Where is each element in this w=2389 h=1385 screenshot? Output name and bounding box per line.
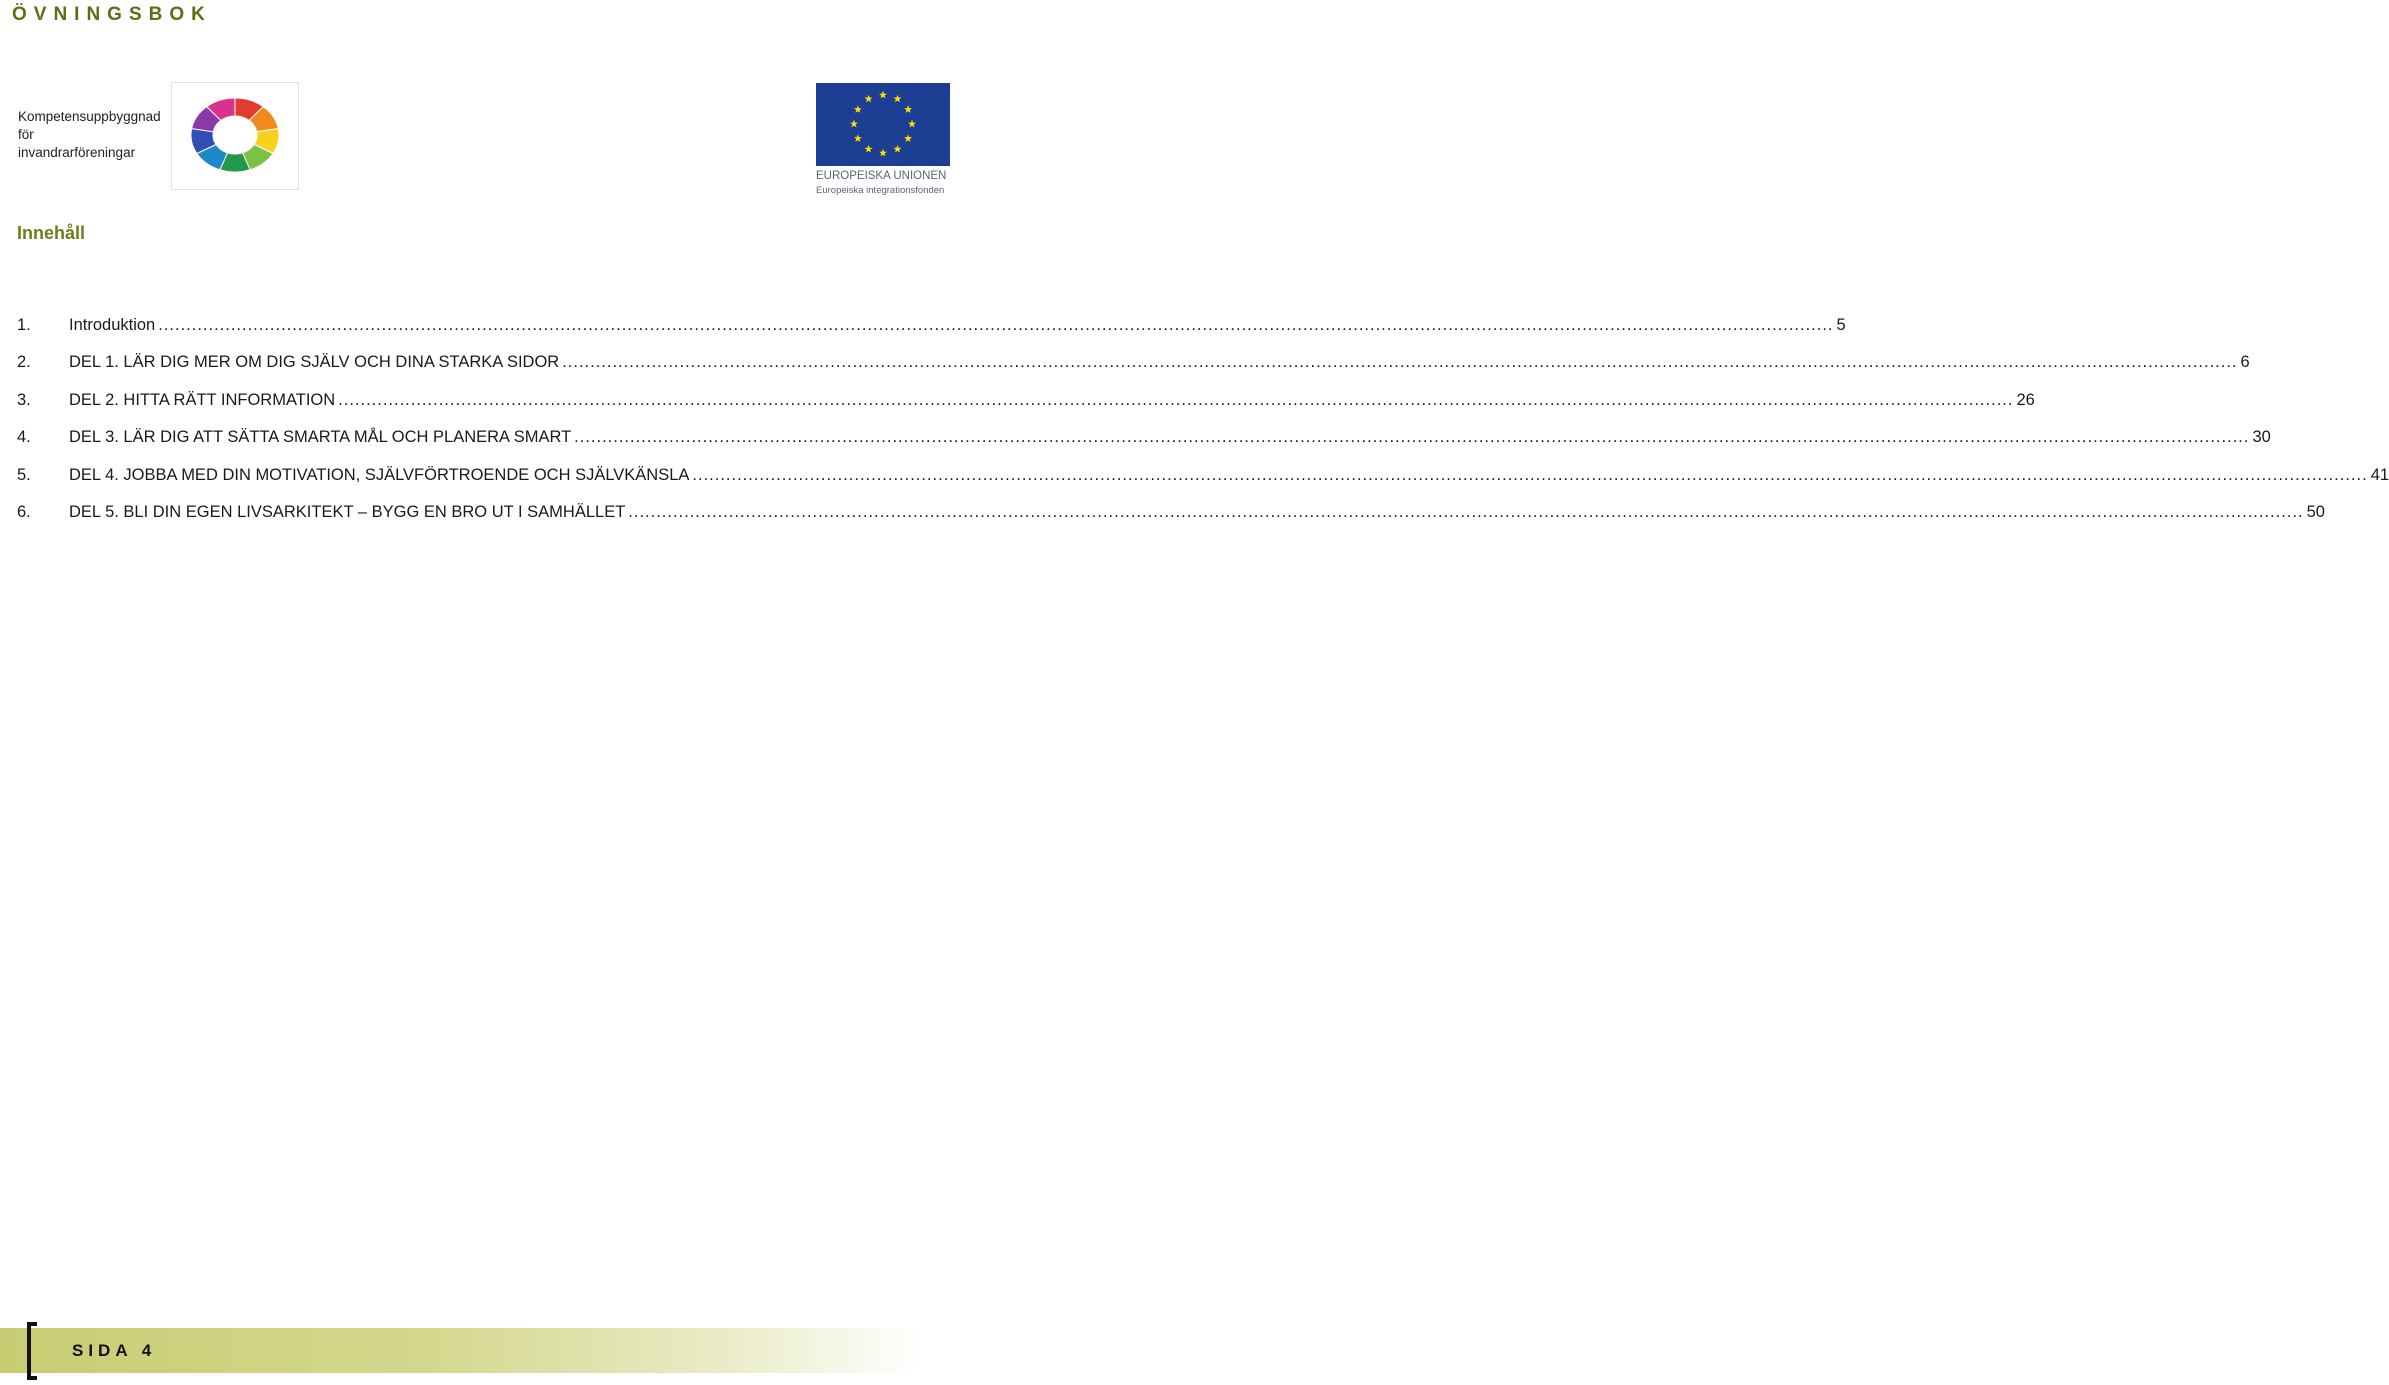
eu-logo-subtitle: Europeiska integrationsfonden xyxy=(816,185,945,196)
toc-leader-dots: ............................................................................................................................................................................................................................................................................................................ xyxy=(692,465,2368,484)
star-icon xyxy=(854,134,862,142)
toc-entry-title: DEL 4. JOBBA MED DIN MOTIVATION, SJÄLVFÖRTROENDE OCH SJÄLVKÄNSLA xyxy=(69,465,690,484)
toc-entry-number: 2. xyxy=(17,353,31,372)
toc-leader-dots: ............................................................................................................................................................................................................................................................................................................ xyxy=(628,502,2304,521)
toc-leader-dots: ............................................................................................................................................................................................................................................................................................................ xyxy=(338,390,2014,409)
star-icon xyxy=(904,105,912,113)
org-logo-text xyxy=(18,108,161,162)
toc-entry-page: 5 xyxy=(1836,316,1846,334)
star-icon xyxy=(854,105,862,113)
toc-entry-page: 6 xyxy=(2240,353,2250,372)
puzzle-ring-icon xyxy=(171,82,299,190)
toc-entry-number: 3. xyxy=(17,390,31,409)
toc-entry-title: DEL 5. BLI DIN EGEN LIVSARKITEKT – BYGG EN BRO UT I SAMHÄLLET xyxy=(69,502,626,521)
page-number: SIDA 4 xyxy=(72,1341,157,1360)
org-logo-line: invandrarföreningar xyxy=(18,145,136,160)
toc-entry-page: 30 xyxy=(2252,428,2271,447)
star-icon xyxy=(894,145,902,153)
org-logo-line: för xyxy=(18,127,34,142)
table-of-contents xyxy=(17,316,2389,540)
toc-entry[interactable] xyxy=(17,316,1846,353)
star-icon xyxy=(879,149,887,157)
star-icon xyxy=(894,95,902,103)
toc-entry-page: 26 xyxy=(2016,390,2035,409)
toc-entry-title: DEL 3. LÄR DIG ATT SÄTTA SMARTA MÅL OCH PLANERA SMART xyxy=(69,428,572,447)
toc-entry[interactable] xyxy=(17,353,2250,390)
toc-entry-page: 50 xyxy=(2306,502,2325,521)
toc-entry-number: 1. xyxy=(17,316,31,334)
eu-logo-title: EUROPEISKA UNIONEN xyxy=(816,170,947,182)
org-logo-line: Kompetensuppbyggnad xyxy=(18,109,161,124)
document-title: ÖVNINGSBOK xyxy=(12,4,212,25)
toc-entry-number: 5. xyxy=(17,465,31,484)
org-logo xyxy=(14,82,298,190)
toc-entry-page: 41 xyxy=(2370,465,2389,484)
toc-entry[interactable] xyxy=(17,428,2271,465)
toc-leader-dots: ............................................................................................................................................................................................................................................................................................................ xyxy=(158,316,1834,334)
star-icon xyxy=(908,120,916,128)
star-icon xyxy=(865,145,873,153)
toc-entry[interactable] xyxy=(17,465,2389,503)
toc-entry-number: 6. xyxy=(17,502,31,521)
star-icon xyxy=(865,95,873,103)
toc-entry-title: DEL 1. LÄR DIG MER OM DIG SJÄLV OCH DINA STARKA SIDOR xyxy=(69,353,560,372)
star-icon xyxy=(879,91,887,99)
toc-entry[interactable] xyxy=(17,502,2325,540)
toc-entry-title: DEL 2. HITTA RÄTT INFORMATION xyxy=(69,390,336,409)
toc-heading: Innehåll xyxy=(17,223,86,243)
bracket-icon xyxy=(26,1322,38,1380)
eu-logo xyxy=(816,83,956,198)
toc-entry-number: 4. xyxy=(17,428,31,447)
toc-entry[interactable] xyxy=(17,390,2035,428)
toc-leader-dots: ............................................................................................................................................................................................................................................................................................................ xyxy=(574,428,2250,447)
toc-leader-dots: ............................................................................................................................................................................................................................................................................................................ xyxy=(562,353,2238,372)
star-icon xyxy=(850,120,858,128)
star-icon xyxy=(904,134,912,142)
eu-flag-icon xyxy=(816,83,950,166)
toc-entry-title: Introduktion xyxy=(69,316,156,334)
